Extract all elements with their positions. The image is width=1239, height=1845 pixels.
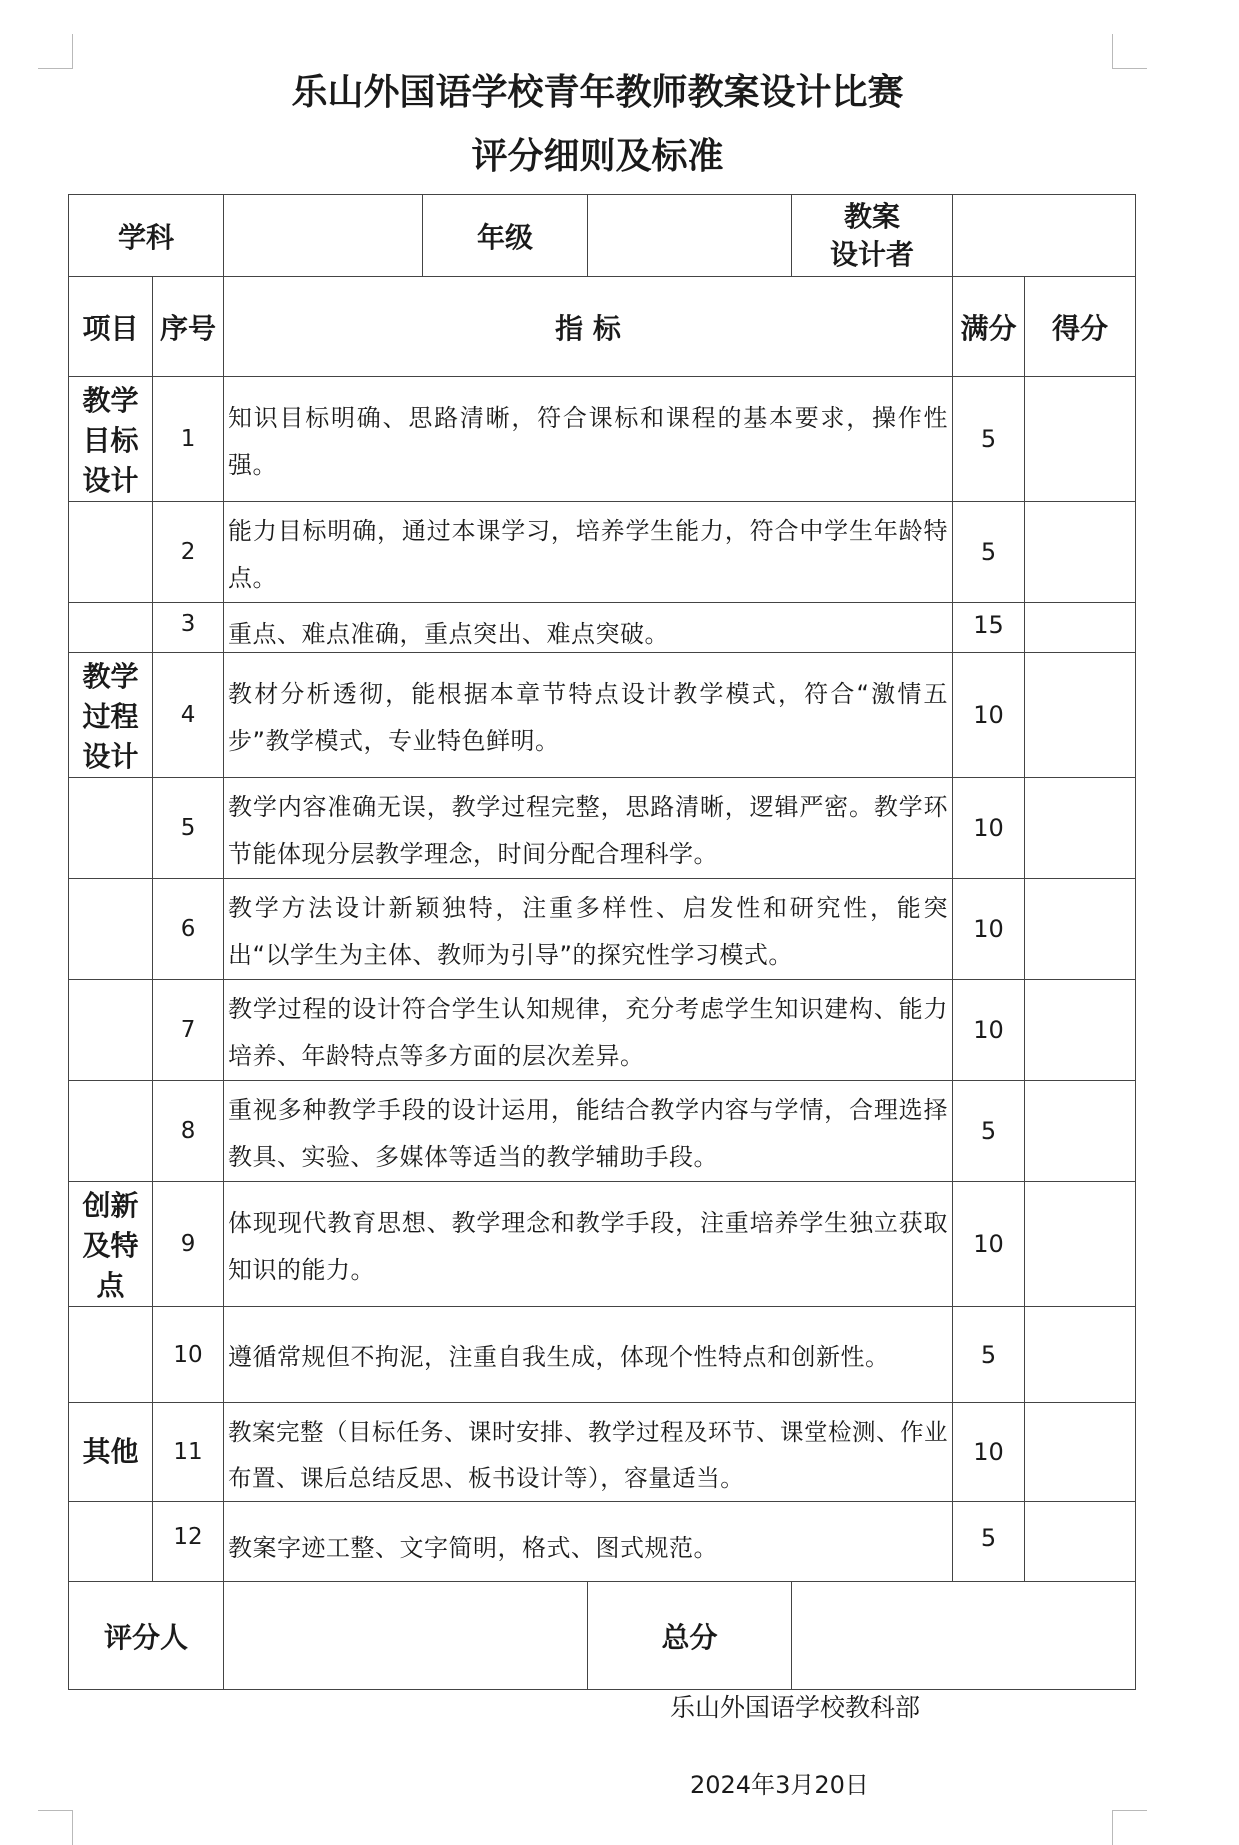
designer-label-line1: 教案 bbox=[844, 199, 901, 233]
row-full-score: 5 bbox=[953, 1081, 1025, 1182]
corner-mark-bottom-left bbox=[38, 1810, 73, 1845]
row-score-field[interactable] bbox=[1025, 377, 1136, 502]
row-index: 5 bbox=[153, 778, 224, 879]
designer-label-line2: 设计者 bbox=[830, 237, 915, 271]
project-empty-cell bbox=[69, 1081, 153, 1182]
issue-date: 2024年3月20日 bbox=[690, 1771, 869, 1799]
table-row bbox=[69, 603, 1136, 653]
grade-label: 年级 bbox=[423, 195, 588, 277]
row-full-score: 10 bbox=[953, 778, 1025, 879]
row-indicator: 教学内容准确无误，教学过程完整，思路清晰，逻辑严密。教学环节能体现分层教学理念，时间分配合理科学。 bbox=[224, 778, 953, 879]
project-other: 其他 bbox=[69, 1403, 153, 1502]
table-row bbox=[69, 778, 1136, 879]
row-full-score: 10 bbox=[953, 1403, 1025, 1502]
row-index: 6 bbox=[153, 879, 224, 980]
row-score-field[interactable] bbox=[1025, 980, 1136, 1081]
row-index: 1 bbox=[153, 377, 224, 502]
row-full-score: 10 bbox=[953, 879, 1025, 980]
project-empty-cell bbox=[69, 1307, 153, 1403]
project-empty-cell bbox=[69, 1502, 153, 1582]
designer-label bbox=[792, 195, 953, 277]
row-index: 4 bbox=[153, 653, 224, 778]
project-empty-cell bbox=[69, 879, 153, 980]
row-full-score: 5 bbox=[953, 1502, 1025, 1582]
header-indicator: 指 标 bbox=[224, 277, 953, 377]
document-subtitle: 评分细则及标准 bbox=[471, 136, 724, 177]
table-row bbox=[69, 1182, 1136, 1307]
issuing-department: 乐山外国语学校教科部 bbox=[670, 1693, 921, 1722]
row-score-field[interactable] bbox=[1025, 1182, 1136, 1307]
row-score-field[interactable] bbox=[1025, 879, 1136, 980]
row-indicator: 遵循常规但不拘泥，注重自我生成，体现个性特点和创新性。 bbox=[224, 1307, 953, 1403]
row-index: 8 bbox=[153, 1081, 224, 1182]
row-index: 9 bbox=[153, 1182, 224, 1307]
row-full-score: 5 bbox=[953, 1307, 1025, 1403]
project-process-design: 教学过程设计 bbox=[69, 653, 153, 778]
table-row bbox=[69, 653, 1136, 778]
row-index: 7 bbox=[153, 980, 224, 1081]
header-index: 序号 bbox=[153, 277, 224, 377]
row-indicator: 能力目标明确，通过本课学习，培养学生能力，符合中学生年龄特点。 bbox=[224, 502, 953, 603]
header-full-score: 满分 bbox=[953, 277, 1025, 377]
project-empty-cell bbox=[69, 778, 153, 879]
subject-label: 学科 bbox=[69, 195, 224, 277]
row-index: 11 bbox=[153, 1403, 224, 1502]
designer-field[interactable] bbox=[953, 195, 1136, 277]
row-score-field[interactable] bbox=[1025, 653, 1136, 778]
row-indicator: 教学方法设计新颖独特，注重多样性、启发性和研究性，能突出“以学生为主体、教师为引导”的探究性学习模式。 bbox=[224, 879, 953, 980]
row-indicator: 体现现代教育思想、教学理念和教学手段，注重培养学生独立获取知识的能力。 bbox=[224, 1182, 953, 1307]
row-full-score: 5 bbox=[953, 502, 1025, 603]
row-index: 2 bbox=[153, 502, 224, 603]
total-field[interactable] bbox=[792, 1582, 1136, 1690]
signature-row bbox=[69, 1582, 1136, 1690]
project-innovation: 创新及特点 bbox=[69, 1182, 153, 1307]
corner-mark-bottom-right bbox=[1112, 1810, 1147, 1845]
table-row bbox=[69, 879, 1136, 980]
table-row bbox=[69, 980, 1136, 1081]
row-full-score: 10 bbox=[953, 980, 1025, 1081]
row-full-score: 10 bbox=[953, 1182, 1025, 1307]
table-row bbox=[69, 1403, 1136, 1502]
row-score-field[interactable] bbox=[1025, 778, 1136, 879]
project-goal-design: 教学目标设计 bbox=[69, 377, 153, 502]
row-score-field[interactable] bbox=[1025, 502, 1136, 603]
row-full-score: 5 bbox=[953, 377, 1025, 502]
header-project: 项目 bbox=[69, 277, 153, 377]
row-score-field[interactable] bbox=[1025, 1502, 1136, 1582]
table-row bbox=[69, 1081, 1136, 1182]
row-indicator: 教学过程的设计符合学生认知规律，充分考虑学生知识建构、能力培养、年龄特点等多方面的层次差异。 bbox=[224, 980, 953, 1081]
project-empty-cell bbox=[69, 980, 153, 1081]
row-index: 12 bbox=[153, 1502, 224, 1582]
total-label: 总分 bbox=[588, 1582, 792, 1690]
info-row bbox=[69, 195, 1136, 277]
row-score-field[interactable] bbox=[1025, 1307, 1136, 1403]
subject-field[interactable] bbox=[224, 195, 423, 277]
table-row bbox=[69, 502, 1136, 603]
row-full-score: 15 bbox=[953, 603, 1025, 653]
row-full-score: 10 bbox=[953, 653, 1025, 778]
row-indicator: 重点、难点准确，重点突出、难点突破。 bbox=[224, 603, 953, 653]
grade-field[interactable] bbox=[588, 195, 792, 277]
row-indicator: 教案完整（目标任务、课时安排、教学过程及环节、课堂检测、作业布置、课后总结反思、板书设计等），容量适当。 bbox=[224, 1403, 953, 1502]
rater-field[interactable] bbox=[224, 1582, 588, 1690]
table-row bbox=[69, 377, 1136, 502]
document-title: 乐山外国语学校青年教师教案设计比赛 bbox=[291, 72, 904, 113]
row-indicator: 知识目标明确、思路清晰，符合课标和课程的基本要求，操作性强。 bbox=[224, 377, 953, 502]
row-score-field[interactable] bbox=[1025, 1081, 1136, 1182]
row-indicator: 重视多种教学手段的设计运用，能结合教学内容与学情，合理选择教具、实验、多媒体等适当的教学辅助手段。 bbox=[224, 1081, 953, 1182]
project-empty-cell bbox=[69, 603, 153, 653]
row-indicator: 教材分析透彻，能根据本章节特点设计教学模式，符合“激情五步”教学模式，专业特色鲜明。 bbox=[224, 653, 953, 778]
scoring-table bbox=[68, 194, 1136, 1690]
row-score-field[interactable] bbox=[1025, 603, 1136, 653]
table-row bbox=[69, 1502, 1136, 1582]
project-empty-cell bbox=[69, 502, 153, 603]
row-index: 10 bbox=[153, 1307, 224, 1403]
header-score: 得分 bbox=[1025, 277, 1136, 377]
row-index: 3 bbox=[153, 603, 224, 653]
row-indicator: 教案字迹工整、文字简明，格式、图式规范。 bbox=[224, 1502, 953, 1582]
rater-label: 评分人 bbox=[69, 1582, 224, 1690]
row-score-field[interactable] bbox=[1025, 1403, 1136, 1502]
table-row bbox=[69, 1307, 1136, 1403]
header-row bbox=[69, 277, 1136, 377]
